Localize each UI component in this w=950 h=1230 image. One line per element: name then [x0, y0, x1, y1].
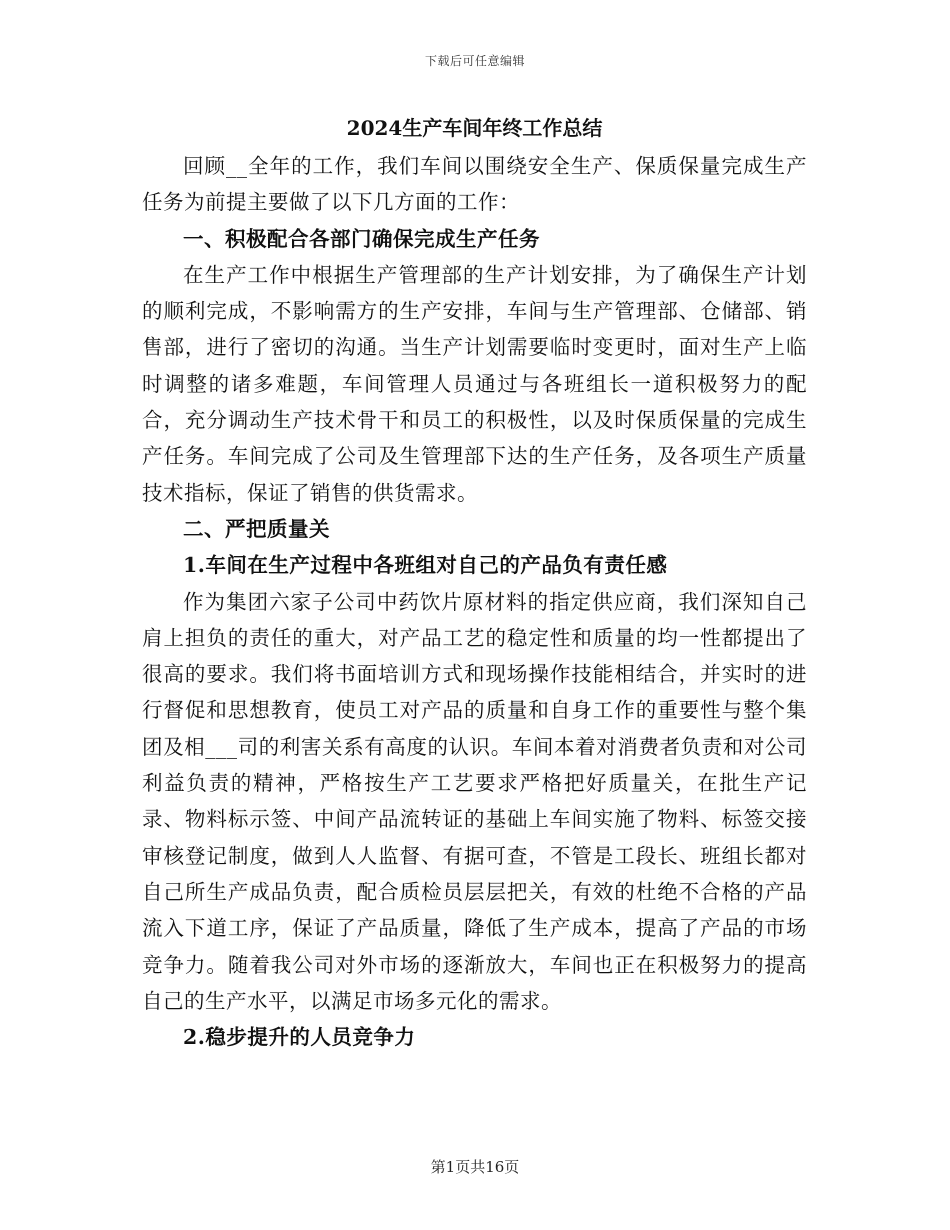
section-1-paragraph: 在生产工作中根据生产管理部的生产计划安排，为了确保生产计划的顺利完成，不影响需方的生产安排，车间与生产管理部、仓储部、销售部，进行了密切的沟通。当生产计划需要临时变更时，面对生产上临时调整的诸多难题，车间管理人员通过与各班组长一道积极努力的配合，充分调动生产技术骨干和员工的积极性，以及时保质保量的完成生产任务。车间完成了公司及生管理部下达的生产任务，及各项生产质量技术指标，保证了销售的供货需求。: [142, 262, 807, 505]
document-body: [142, 108, 807, 1055]
section-2-subheading-2: 2.稳步提升的人员竞争力: [183, 1025, 416, 1050]
section-1-heading: 一、积极配合各部门确保完成生产任务: [183, 226, 540, 251]
intro-paragraph: 回顾__全年的工作，我们车间以围绕安全生产、保质保量完成生产任务为前提主要做了以下几方面的工作：: [142, 154, 807, 215]
document-title: 2024生产车间年终工作总结: [346, 116, 603, 140]
section-2-heading: 二、严把质量关: [183, 516, 330, 541]
header-note: 下载后可任意编辑: [424, 54, 525, 68]
page-footer: 第1页共16页: [430, 1158, 520, 1176]
section-2-subheading-1: 1.车间在生产过程中各班组对自己的产品负有责任感: [183, 553, 668, 578]
section-2-sub-1-paragraph: 作为集团六家子公司中药饮片原材料的指定供应商，我们深知自己肩上担负的责任的重大，对产品工艺的稳定性和质量的均一性都提出了很高的要求。我们将书面培训方式和现场操作技能相结合，并实时的进行督促和思想教育，使员工对产品的质量和自身工作的重要性与整个集团及相___司的利害关系有高度的认识。车间本着对消费者负责和对公司利益负责的精神，严格按生产工艺要求严格把好质量关，在批生产记录、物料标示签、中间产品流转证的基础上车间实施了物料、标签交接审核登记制度，做到人人监督、有据可查，不管是工段长、班组长都对自己所生产成品负责，配合质检员层层把关，有效的杜绝不合格的产品流入下道工序，保证了产品质量，降低了生产成本，提高了产品的市场竞争力。随着我公司对外市场的逐渐放大，车间也正在积极努力的提高自己的生产水平，以满足市场多元化的需求。: [142, 589, 807, 1013]
